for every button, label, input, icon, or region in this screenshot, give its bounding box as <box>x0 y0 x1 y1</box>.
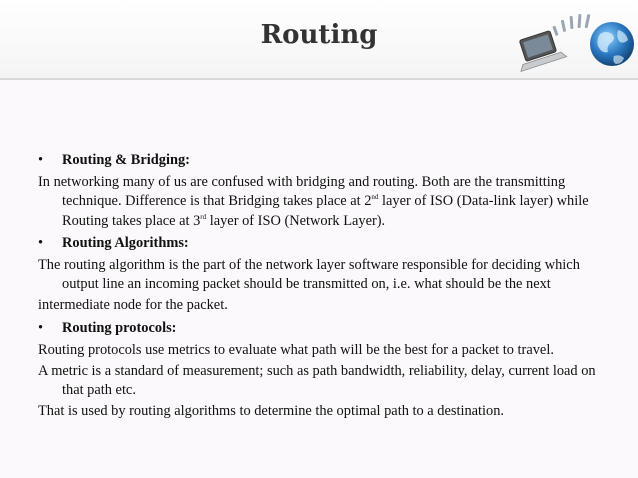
bullet-heading: • Routing Algorithms: <box>38 234 610 253</box>
paragraph: The routing algorithm is the part of the network layer software responsible for deciding which output line an incoming packet should be transmitted on, i.e. what should be the next <box>38 257 580 293</box>
paragraph: That is used by routing algorithms to determine the optimal path to a destination. <box>38 403 505 420</box>
bullet-dot: • <box>38 152 44 168</box>
bullet-dot: • <box>38 234 44 251</box>
paragraph: intermediate node for the packet. <box>38 297 228 314</box>
paragraph: In networking many of us are confused with bridging and routing. Both are the transmitting technique. Difference is that Bridging takes place at 2nd layer of ISO (Data-link layer) while Routing takes place at 3rd layer of ISO (Network Layer). <box>38 174 589 229</box>
laptop-globe-icon <box>510 8 636 78</box>
page-title: Routing <box>260 20 378 50</box>
bullet-heading: • Routing protocols: <box>38 319 610 338</box>
bullet-dot: • <box>38 319 44 336</box>
bullet-heading: • Routing & Bridging: <box>38 151 610 170</box>
paragraph: Routing protocols use metrics to evaluate what path will be the best for a packet to travel. <box>38 341 554 358</box>
paragraph: A metric is a standard of measurement; such as path bandwidth, reliability, delay, current load on that path etc. <box>38 363 596 399</box>
slide-body <box>38 148 610 424</box>
